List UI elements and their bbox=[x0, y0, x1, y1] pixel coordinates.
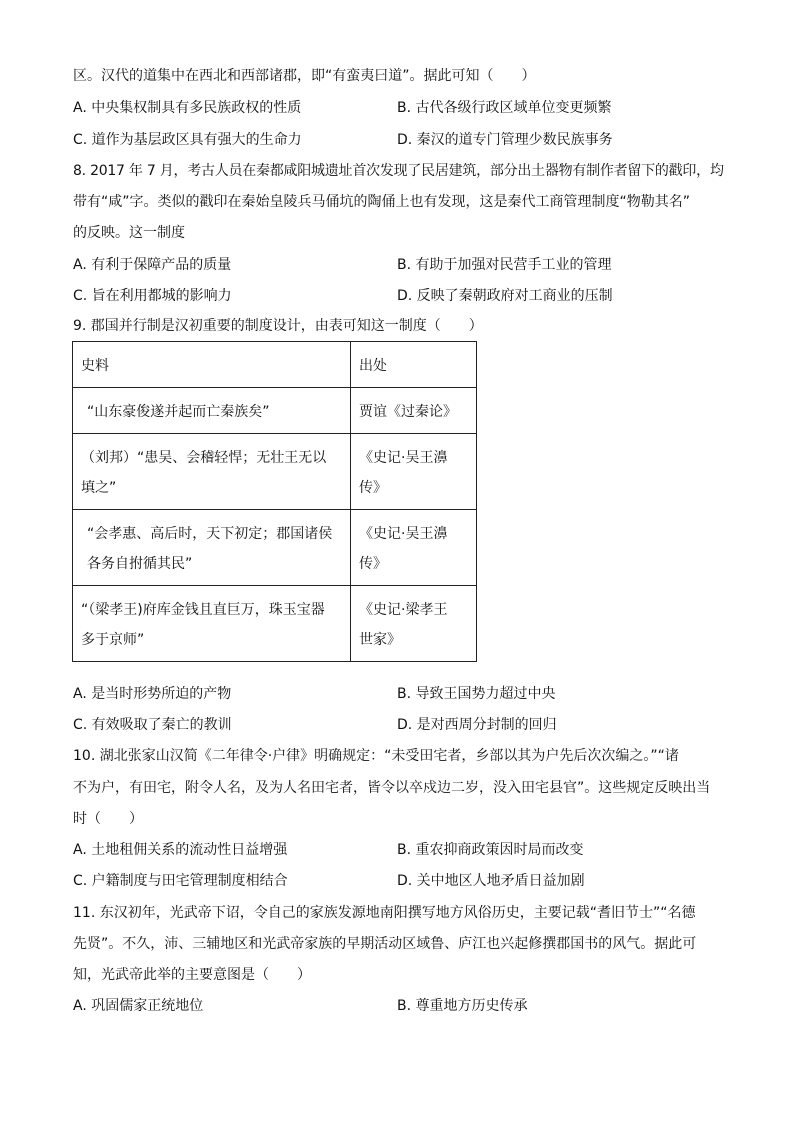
q11-stem-line-3: 知，光武帝此举的主要意图是（ ） bbox=[73, 967, 311, 983]
table-cell-source: （刘邦）“患吴、会稽轻悍；无壮王无以 填之” bbox=[73, 434, 351, 510]
table-cell-source: “（梁孝王)府库金钱且直巨万，珠玉宝器 多于京师” bbox=[73, 586, 351, 662]
q9-stem: 9. 郡国并行制是汉初重要的制度设计，由表可知这一制度（ ） bbox=[73, 318, 483, 334]
q10-option-d[interactable]: D. 关中地区人地矛盾日益加剧 bbox=[397, 873, 585, 889]
table-row bbox=[73, 510, 477, 586]
q9-option-c[interactable]: C. 有效吸取了秦亡的教训 bbox=[73, 717, 232, 733]
table-cell-source: “会孝惠、高后时，天下初定；郡国诸侯 各务自拊循其民” bbox=[73, 510, 351, 586]
q9-option-b[interactable]: B. 导致王国势力超过中央 bbox=[397, 686, 556, 702]
q8-option-b[interactable]: B. 有助于加强对民营手工业的管理 bbox=[397, 257, 612, 273]
table-cell-source: “山东豪俊遂并起而亡秦族矣” bbox=[73, 388, 351, 434]
q11-option-b[interactable]: B. 尊重地方历史传承 bbox=[397, 998, 528, 1014]
q11-stem-line-2: 先贤”。不久，沛、三辅地区和光武帝家族的早期活动区域鲁、庐江也兴起修撰郡国书的风气。据此可 bbox=[73, 936, 697, 952]
q11-option-a[interactable]: A. 巩固儒家正统地位 bbox=[73, 998, 204, 1014]
table-row bbox=[73, 434, 477, 510]
q10-stem-line-3: 时（ ） bbox=[73, 811, 143, 827]
table-row bbox=[73, 388, 477, 434]
table-header-source: 史料 bbox=[73, 342, 351, 388]
q8-option-a[interactable]: A. 有利于保障产品的质量 bbox=[73, 257, 232, 273]
table-header-origin: 出处 bbox=[351, 342, 477, 388]
table-cell-origin: 《史记·吴王濞 传》 bbox=[351, 510, 477, 586]
q7-option-b[interactable]: B. 古代各级行政区域单位变更频繁 bbox=[397, 100, 612, 116]
q7-option-a[interactable]: A. 中央集权制具有多民族政权的性质 bbox=[73, 100, 302, 116]
table-cell-origin: 贾谊《过秦论》 bbox=[351, 388, 477, 434]
table-row bbox=[73, 586, 477, 662]
q7-option-c[interactable]: C. 道作为基层政区具有强大的生命力 bbox=[73, 132, 302, 148]
table-cell-origin: 《史记·吴王濞 传》 bbox=[351, 434, 477, 510]
q10-option-a[interactable]: A. 土地租佣关系的流动性日益增强 bbox=[73, 842, 288, 858]
q10-stem-line-1: 10. 湖北张家山汉简《二年律令·户律》明确规定：“未受田宅者，乡部以其为户先后次次编之。”“诸 bbox=[73, 748, 679, 764]
q11-stem-line-1: 11. 东汉初年，光武帝下诏，令自己的家族发源地南阳撰写地方风俗历史，主要记载“耆旧节士”“名德 bbox=[73, 905, 696, 921]
table-cell-origin: 《史记·梁孝王 世家》 bbox=[351, 586, 477, 662]
q10-stem-line-2: 不为户，有田宅，附令人名，及为人名田宅者，皆令以卒戍边二岁，没入田宅县官”。这些规定反映出当 bbox=[73, 780, 711, 796]
q8-option-d[interactable]: D. 反映了秦朝政府对工商业的压制 bbox=[397, 288, 613, 304]
q10-option-c[interactable]: C. 户籍制度与田宅管理制度相结合 bbox=[73, 873, 288, 889]
q7-option-d[interactable]: D. 秦汉的道专门管理少数民族事务 bbox=[397, 132, 613, 148]
q8-stem-line-3: 的反映。这一制度 bbox=[73, 225, 185, 241]
q8-stem-line-2: 带有“咸”字。类似的戳印在秦始皇陵兵马俑坑的陶俑上也有发现，这是秦代工商管理制度“物勒其名” bbox=[73, 194, 691, 210]
q8-option-c[interactable]: C. 旨在利用都城的影响力 bbox=[73, 288, 232, 304]
table-header-row bbox=[73, 342, 477, 388]
q8-stem-line-1: 8. 2017 年 7 月，考古人员在秦都咸阳城遗址首次发现了民居建筑，部分出土器物有制作者留下的戳印，均 bbox=[73, 163, 724, 179]
q9-option-a[interactable]: A. 是当时形势所迫的产物 bbox=[73, 686, 232, 702]
q7-stem-tail: 区。汉代的道集中在西北和西部诸郡，即“有蛮夷曰道”。据此可知（ ） bbox=[73, 68, 536, 84]
q10-option-b[interactable]: B. 重农抑商政策因时局而改变 bbox=[397, 842, 584, 858]
source-table bbox=[72, 341, 477, 662]
q9-option-d[interactable]: D. 是对西周分封制的回归 bbox=[397, 717, 557, 733]
